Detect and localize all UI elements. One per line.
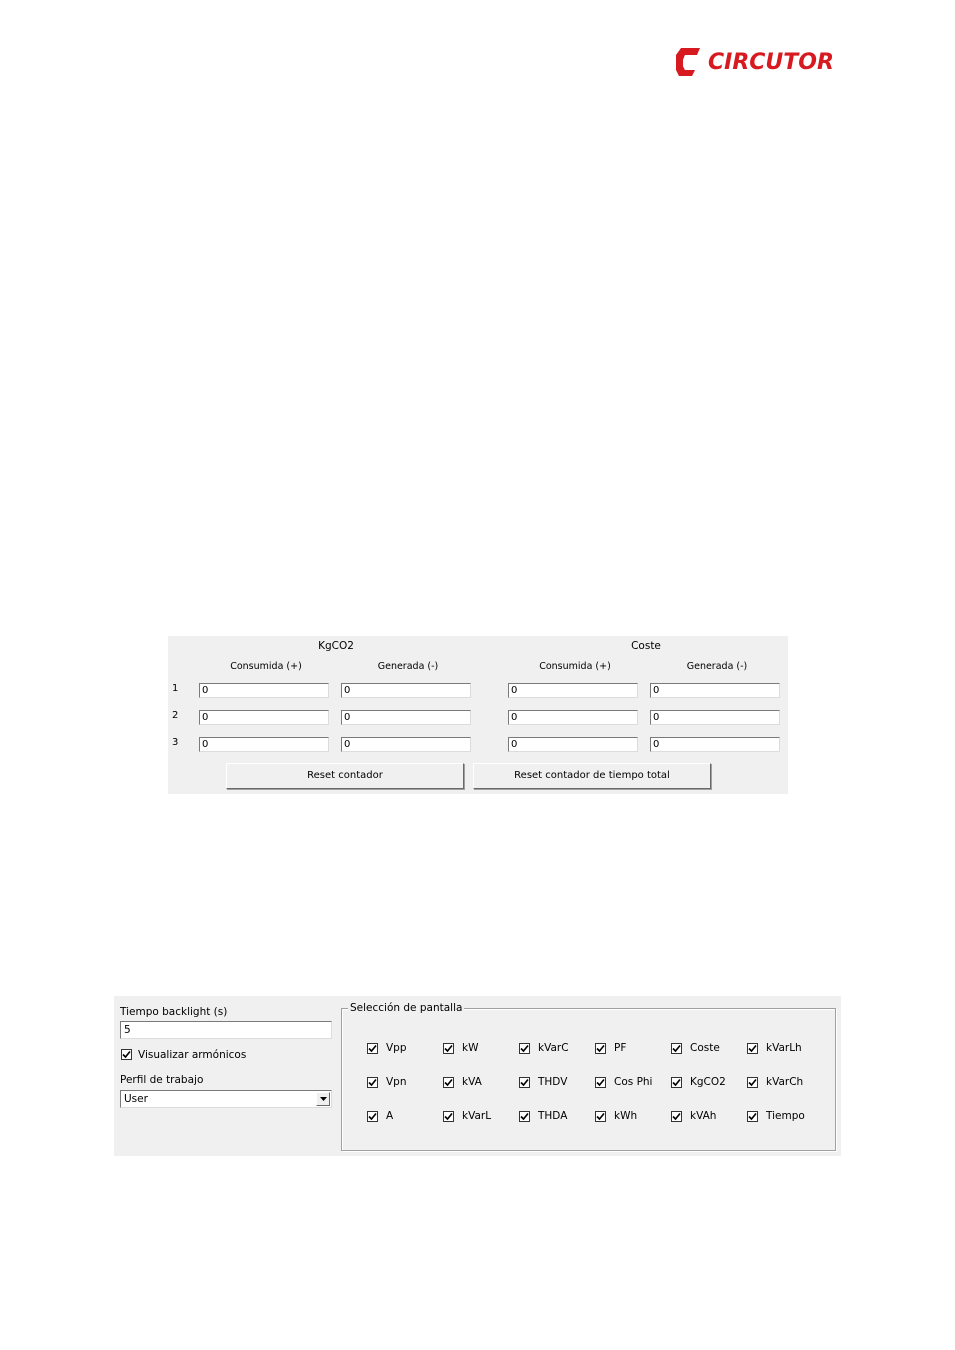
column-header: Consumida (+) <box>539 661 611 672</box>
profile-select[interactable] <box>120 1090 332 1108</box>
cost-consumed-field[interactable]: 0 <box>508 737 638 752</box>
backlight-label: Tiempo backlight (s) <box>120 1006 228 1018</box>
kgco2-consumed-field[interactable]: 0 <box>199 710 329 725</box>
screen-checkbox[interactable] <box>747 1043 758 1054</box>
screen-checkbox[interactable] <box>367 1043 378 1054</box>
screen-checkbox-item[interactable] <box>671 1076 726 1088</box>
circutor-logo <box>674 44 834 80</box>
screen-checkbox[interactable] <box>519 1111 530 1122</box>
group-title-kgco2: KgCO2 <box>318 640 354 652</box>
check-icon <box>672 1112 681 1121</box>
check-icon <box>520 1078 529 1087</box>
column-header: Consumida (+) <box>230 661 302 672</box>
cost-generated-field[interactable]: 0 <box>650 710 780 725</box>
screen-checkbox-label: kVA <box>462 1076 482 1088</box>
row-label: 2 <box>172 710 179 721</box>
screen-checkbox-label: Tiempo <box>766 1110 805 1122</box>
column-header: Generada (-) <box>377 661 439 672</box>
screen-checkbox[interactable] <box>747 1077 758 1088</box>
screen-checkbox-label: A <box>386 1110 394 1122</box>
kgco2-consumed-field[interactable]: 0 <box>199 683 329 698</box>
screen-checkbox-label: PF <box>614 1042 627 1054</box>
check-icon <box>444 1044 453 1053</box>
screen-checkbox[interactable] <box>367 1111 378 1122</box>
check-icon <box>368 1044 377 1053</box>
brand-name: CIRCUTOR <box>708 49 834 75</box>
screen-checkbox[interactable] <box>671 1111 682 1122</box>
check-icon <box>748 1044 757 1053</box>
screen-checkbox-item[interactable] <box>443 1042 478 1054</box>
screen-checkbox-label: Vpp <box>386 1042 407 1054</box>
screen-checkbox[interactable] <box>443 1077 454 1088</box>
screen-checkbox-item[interactable] <box>747 1076 803 1088</box>
screen-checkbox-label: kVarC <box>538 1042 569 1054</box>
cost-consumed-field[interactable]: 0 <box>508 683 638 698</box>
screen-checkbox[interactable] <box>671 1043 682 1054</box>
screen-checkbox-label: kVarL <box>462 1110 492 1122</box>
backlight-input[interactable]: 5 <box>120 1021 332 1039</box>
profile-label: Perfil de trabajo <box>120 1074 204 1086</box>
screen-checkbox-label: kWh <box>614 1110 638 1122</box>
harmonics-checkbox[interactable] <box>121 1049 132 1060</box>
screen-checkbox-item[interactable] <box>519 1042 569 1054</box>
display-settings-panel <box>114 996 841 1156</box>
cost-consumed-field[interactable]: 0 <box>508 710 638 725</box>
counters-panel <box>168 636 788 794</box>
check-icon <box>672 1044 681 1053</box>
screen-selection-legend: Selección de pantalla <box>350 1002 463 1014</box>
screen-checkbox[interactable] <box>595 1111 606 1122</box>
reset-total-time-button[interactable]: Reset contador de tiempo total <box>473 763 711 789</box>
kgco2-generated-field[interactable]: 0 <box>341 683 471 698</box>
screen-checkbox-label: kVAh <box>690 1110 717 1122</box>
screen-checkbox-item[interactable] <box>519 1110 567 1122</box>
screen-checkbox-item[interactable] <box>367 1110 393 1122</box>
screen-checkbox[interactable] <box>443 1043 454 1054</box>
row-label: 3 <box>172 737 179 748</box>
kgco2-consumed-field[interactable]: 0 <box>199 737 329 752</box>
check-icon <box>596 1078 605 1087</box>
screen-checkbox-label: THDV <box>538 1076 568 1088</box>
screen-checkbox-label: KgCO2 <box>690 1076 726 1088</box>
check-icon <box>368 1112 377 1121</box>
check-icon <box>368 1078 377 1087</box>
screen-checkbox-label: Vpn <box>386 1076 407 1088</box>
row-label: 1 <box>172 683 179 694</box>
circutor-logo-icon <box>674 46 704 78</box>
column-header: Generada (-) <box>686 661 748 672</box>
screen-checkbox-item[interactable] <box>367 1042 407 1054</box>
screen-checkbox-item[interactable] <box>747 1042 802 1054</box>
screen-checkbox-item[interactable] <box>595 1076 652 1088</box>
cost-generated-field[interactable]: 0 <box>650 683 780 698</box>
screen-checkbox[interactable] <box>443 1111 454 1122</box>
profile-select-value: User <box>124 1093 148 1105</box>
screen-checkbox-item[interactable] <box>671 1042 720 1054</box>
screen-checkbox[interactable] <box>595 1043 606 1054</box>
check-icon <box>444 1112 453 1121</box>
screen-checkbox-label: Coste <box>690 1042 720 1054</box>
screen-checkbox-label: kVarLh <box>766 1042 802 1054</box>
screen-checkbox-label: THDA <box>538 1110 568 1122</box>
screen-checkbox-item[interactable] <box>595 1110 637 1122</box>
screen-checkbox[interactable] <box>519 1077 530 1088</box>
check-icon <box>596 1044 605 1053</box>
screen-checkbox-label: Cos Phi <box>614 1076 653 1088</box>
check-icon <box>444 1078 453 1087</box>
screen-checkbox-item[interactable] <box>443 1110 491 1122</box>
screen-checkbox-item[interactable] <box>747 1110 805 1122</box>
screen-checkbox-item[interactable] <box>443 1076 482 1088</box>
cost-generated-field[interactable]: 0 <box>650 737 780 752</box>
check-icon <box>520 1112 529 1121</box>
screen-checkbox[interactable] <box>595 1077 606 1088</box>
screen-checkbox[interactable] <box>747 1111 758 1122</box>
screen-checkbox[interactable] <box>519 1043 530 1054</box>
check-icon <box>122 1050 131 1059</box>
screen-checkbox-item[interactable] <box>671 1110 716 1122</box>
harmonics-label: Visualizar armónicos <box>138 1049 247 1061</box>
screen-checkbox[interactable] <box>671 1077 682 1088</box>
screen-checkbox-item[interactable] <box>595 1042 626 1054</box>
group-title-coste: Coste <box>631 640 661 652</box>
kgco2-generated-field[interactable]: 0 <box>341 710 471 725</box>
check-icon <box>748 1112 757 1121</box>
screen-checkbox[interactable] <box>367 1077 378 1088</box>
check-icon <box>672 1078 681 1087</box>
check-icon <box>596 1112 605 1121</box>
screen-checkbox-label: kW <box>462 1042 479 1054</box>
kgco2-generated-field[interactable]: 0 <box>341 737 471 752</box>
check-icon <box>520 1044 529 1053</box>
reset-counter-button[interactable]: Reset contador <box>226 763 464 789</box>
check-icon <box>748 1078 757 1087</box>
screen-checkbox-item[interactable] <box>519 1076 567 1088</box>
screen-checkbox-item[interactable] <box>367 1076 407 1088</box>
screen-checkbox-label: kVarCh <box>766 1076 804 1088</box>
dropdown-arrow-icon[interactable] <box>316 1092 330 1106</box>
